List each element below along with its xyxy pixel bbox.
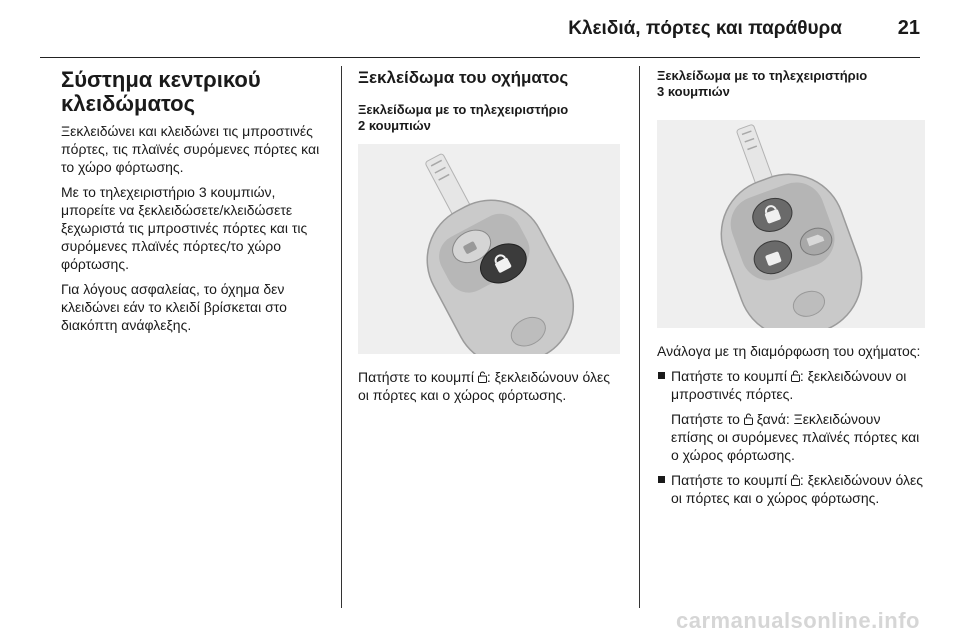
list-item: Πατήστε το κουμπί : ξεκλειδώνουν οι μπροστινές πόρτες. Πατήστε το ξανά: Ξεκλειδώνουν επίσης οι συρόμενες πλαϊνές πόρτες και ο χώρος φόρτωσης. — [657, 367, 925, 464]
column-central-locking — [61, 68, 333, 341]
page-header-title: Κλειδιά, πόρτες και παράθυρα — [568, 18, 842, 39]
unlock-icon — [478, 371, 487, 383]
unlock-icon — [791, 370, 800, 382]
key-fob-3-button-icon — [657, 120, 925, 328]
page-header — [0, 0, 960, 50]
bullet-square-icon — [658, 372, 665, 379]
subheading-3-button-remote: Ξεκλείδωμα με το τηλεχειριστήριο 3 κουμπιών — [657, 68, 868, 99]
paragraph: Για λόγους ασφαλείας, το όχημα δεν κλειδώνει εάν το κλειδί βρίσκεται στο διακόπτη ανάφλεξης. — [61, 281, 287, 333]
paragraph: Ξεκλειδώνει και κλειδώνει τις μπροστινές πόρτες, τις πλαϊνές συρόμενες πόρτες και το χώρο φόρτωσης. — [61, 123, 320, 175]
column-unlock-vehicle — [358, 68, 620, 411]
key-fob-2-button-icon — [358, 144, 620, 354]
column-divider — [341, 66, 342, 608]
section-heading-unlock: Ξεκλείδωμα του οχήματος — [358, 68, 569, 87]
paragraph: Με το τηλεχειριστήριο 3 κουμπιών, μπορείτε να ξεκλειδώσετε/κλειδώσετε ξεχωριστά τις μπροστινές πόρτες και τις συρόμενες πλαϊνές πόρτες/το χώρο φόρτωσης. — [61, 184, 308, 272]
unlock-icon — [744, 413, 753, 425]
instruction-unlock-all: Πατήστε το κουμπί : ξεκλειδώνουν όλες οι πόρτες και ο χώρος φόρτωσης. — [358, 369, 611, 403]
section-heading-central-locking: Σύστημα κεντρικού κλειδώματος — [61, 67, 261, 116]
unlock-icon — [791, 474, 800, 486]
bullet-square-icon — [658, 476, 665, 483]
column-3-button-remote — [657, 68, 925, 514]
header-divider — [40, 57, 920, 58]
page-number: 21 — [897, 17, 920, 39]
list-item: Πατήστε το κουμπί : ξεκλειδώνουν όλες οι πόρτες και ο χώρος φόρτωσης. — [657, 471, 925, 507]
key-3-button-illustration — [657, 120, 925, 328]
key-2-button-illustration — [358, 144, 620, 354]
column-divider — [639, 66, 640, 608]
watermark: carmanualsonline.info — [676, 608, 920, 633]
intro-text: Ανάλογα με τη διαμόρφωση του οχήματος: — [657, 343, 921, 359]
subheading-2-button-remote: Ξεκλείδωμα με το τηλεχειριστήριο 2 κουμπιών — [358, 102, 569, 133]
